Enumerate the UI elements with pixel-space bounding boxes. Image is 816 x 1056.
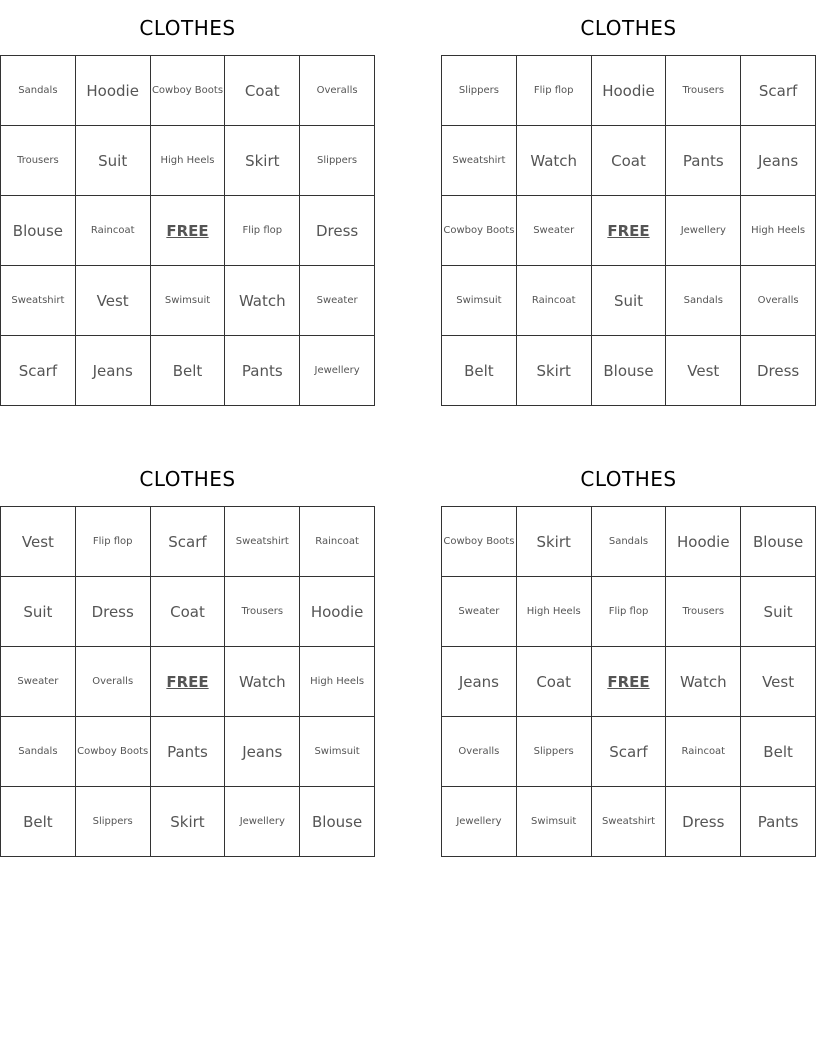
bingo-cell: Sweatshirt xyxy=(1,266,76,336)
bingo-cell: Vest xyxy=(741,647,816,717)
card-title: CLOTHES xyxy=(580,467,677,491)
bingo-cell: Hoodie xyxy=(300,577,375,647)
card-title: CLOTHES xyxy=(139,16,236,40)
bingo-cell: Blouse xyxy=(300,787,375,857)
bingo-cell: Sweater xyxy=(300,266,375,336)
bingo-cell: High Heels xyxy=(300,647,375,717)
bingo-cell: Pants xyxy=(225,336,300,406)
bingo-cell: Watch xyxy=(225,647,300,717)
bingo-grid xyxy=(0,506,375,857)
bingo-cell: Scarf xyxy=(592,717,667,787)
bingo-cell: Hoodie xyxy=(666,507,741,577)
bingo-grid xyxy=(441,506,816,857)
bingo-cell: Blouse xyxy=(592,336,667,406)
bingo-cell: Jeans xyxy=(76,336,151,406)
bingo-cell: Slippers xyxy=(300,126,375,196)
bingo-cell: Scarf xyxy=(151,507,226,577)
bingo-cell: Skirt xyxy=(225,126,300,196)
bingo-cell: Overalls xyxy=(741,266,816,336)
bingo-cell: Sandals xyxy=(592,507,667,577)
bingo-cell: Coat xyxy=(225,56,300,126)
bingo-cell: Blouse xyxy=(1,196,76,266)
bingo-cell: Sweater xyxy=(442,577,517,647)
bingo-cell: Jewellery xyxy=(225,787,300,857)
bingo-cell: Swimsuit xyxy=(517,787,592,857)
bingo-cell: Trousers xyxy=(225,577,300,647)
bingo-cell: Dress xyxy=(741,336,816,406)
free-space-cell: FREE xyxy=(151,647,226,717)
bingo-cell: Hoodie xyxy=(592,56,667,126)
bingo-cell: Swimsuit xyxy=(442,266,517,336)
bingo-cell: Coat xyxy=(517,647,592,717)
bingo-cell: Pants xyxy=(666,126,741,196)
bingo-cell: Trousers xyxy=(1,126,76,196)
bingo-cell: High Heels xyxy=(741,196,816,266)
bingo-cell: Sandals xyxy=(1,56,76,126)
bingo-cell: Flip flop xyxy=(517,56,592,126)
bingo-cell: Overalls xyxy=(442,717,517,787)
bingo-cell: Slippers xyxy=(442,56,517,126)
bingo-cell: Cowboy Boots xyxy=(76,717,151,787)
bingo-cell: Skirt xyxy=(517,507,592,577)
bingo-cell: Watch xyxy=(666,647,741,717)
bingo-cell: Sweatshirt xyxy=(442,126,517,196)
bingo-cell: Belt xyxy=(442,336,517,406)
bingo-cell: Raincoat xyxy=(300,507,375,577)
bingo-cell: Raincoat xyxy=(666,717,741,787)
bingo-grid xyxy=(441,55,816,406)
bingo-cell: Vest xyxy=(1,507,76,577)
bingo-cell: Jeans xyxy=(442,647,517,717)
bingo-cell: Flip flop xyxy=(76,507,151,577)
bingo-cell: Overalls xyxy=(300,56,375,126)
bingo-cell: Jewellery xyxy=(442,787,517,857)
bingo-cell: Jewellery xyxy=(300,336,375,406)
bingo-cell: Jeans xyxy=(225,717,300,787)
free-space-cell: FREE xyxy=(151,196,226,266)
bingo-cell: Suit xyxy=(741,577,816,647)
bingo-cell: Flip flop xyxy=(592,577,667,647)
bingo-cell: Watch xyxy=(225,266,300,336)
bingo-cell: Sweater xyxy=(1,647,76,717)
bingo-cell: Raincoat xyxy=(76,196,151,266)
bingo-cell: Overalls xyxy=(76,647,151,717)
bingo-cell: Blouse xyxy=(741,507,816,577)
bingo-cell: Sweater xyxy=(517,196,592,266)
bingo-cell: Belt xyxy=(151,336,226,406)
bingo-cell: Suit xyxy=(76,126,151,196)
bingo-cell: Dress xyxy=(76,577,151,647)
bingo-cell: Vest xyxy=(76,266,151,336)
bingo-cell: Suit xyxy=(1,577,76,647)
free-space-cell: FREE xyxy=(592,647,667,717)
bingo-cell: High Heels xyxy=(517,577,592,647)
bingo-cell: Trousers xyxy=(666,56,741,126)
bingo-cell: Skirt xyxy=(517,336,592,406)
bingo-cell: Scarf xyxy=(741,56,816,126)
bingo-cell: Swimsuit xyxy=(300,717,375,787)
bingo-cell: Sweatshirt xyxy=(592,787,667,857)
bingo-cell: Pants xyxy=(151,717,226,787)
bingo-cell: Sandals xyxy=(1,717,76,787)
bingo-cell: Sandals xyxy=(666,266,741,336)
bingo-cell: Coat xyxy=(592,126,667,196)
bingo-cell: High Heels xyxy=(151,126,226,196)
bingo-cell: Suit xyxy=(592,266,667,336)
bingo-cell: Slippers xyxy=(517,717,592,787)
bingo-cell: Flip flop xyxy=(225,196,300,266)
bingo-cell: Swimsuit xyxy=(151,266,226,336)
bingo-cell: Sweatshirt xyxy=(225,507,300,577)
free-space-cell: FREE xyxy=(592,196,667,266)
bingo-cell: Coat xyxy=(151,577,226,647)
bingo-cell: Pants xyxy=(741,787,816,857)
bingo-cell: Dress xyxy=(300,196,375,266)
bingo-cell: Watch xyxy=(517,126,592,196)
card-title: CLOTHES xyxy=(580,16,677,40)
bingo-grid xyxy=(0,55,375,406)
card-title: CLOTHES xyxy=(139,467,236,491)
bingo-cell: Cowboy Boots xyxy=(151,56,226,126)
bingo-cell: Skirt xyxy=(151,787,226,857)
bingo-cell: Jewellery xyxy=(666,196,741,266)
bingo-cell: Dress xyxy=(666,787,741,857)
bingo-cell: Trousers xyxy=(666,577,741,647)
bingo-cell: Slippers xyxy=(76,787,151,857)
bingo-cell: Hoodie xyxy=(76,56,151,126)
bingo-cell: Belt xyxy=(1,787,76,857)
bingo-cell: Cowboy Boots xyxy=(442,507,517,577)
bingo-cell: Belt xyxy=(741,717,816,787)
bingo-cell: Scarf xyxy=(1,336,76,406)
bingo-cell: Vest xyxy=(666,336,741,406)
bingo-cell: Raincoat xyxy=(517,266,592,336)
bingo-cell: Cowboy Boots xyxy=(442,196,517,266)
bingo-cell: Jeans xyxy=(741,126,816,196)
